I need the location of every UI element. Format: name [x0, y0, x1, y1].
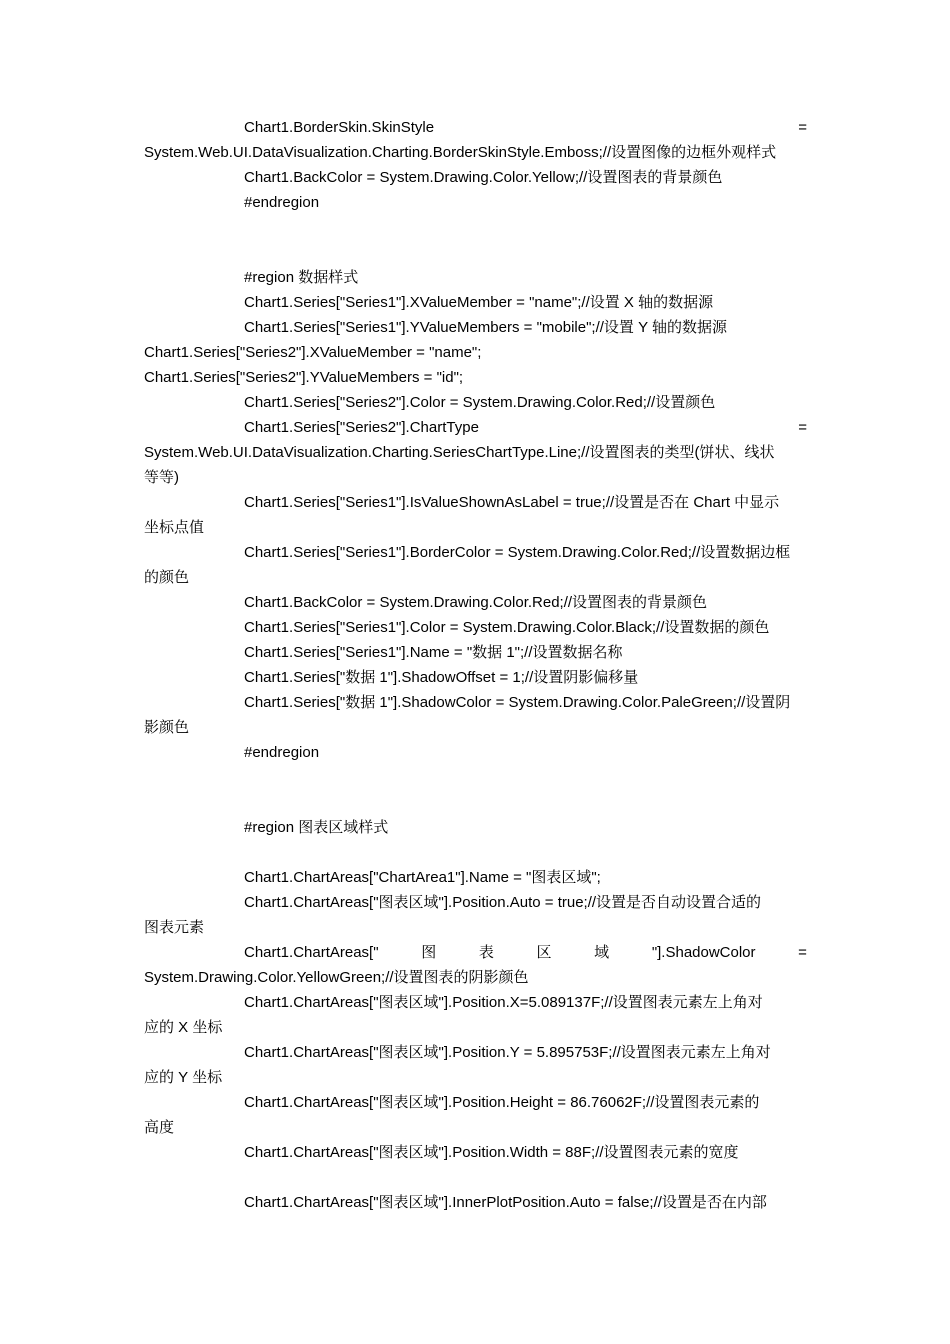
code-line: 影颜色	[144, 719, 190, 736]
code-line: 坐标点值	[144, 519, 205, 536]
code-line: Chart1.Series["Series1"].IsValueShownAsLabel = true;//设置是否在 Chart 中显示	[244, 494, 780, 511]
code-line: 图表元素	[144, 919, 205, 936]
code-line: 应的 Y 坐标	[144, 1069, 223, 1086]
code-line: 等等)	[144, 469, 179, 486]
code-line: System.Drawing.Color.YellowGreen;//设置图表的阴影颜色	[144, 969, 529, 986]
code-line: Chart1.ChartAreas["图表区域"].Position.Height = 86.76062F;//设置图表元素的	[244, 1094, 760, 1111]
code-line: Chart1.Series["Series2"].Color = System.Drawing.Color.Red;//设置颜色	[244, 394, 716, 411]
code-line: 的颜色	[144, 569, 190, 586]
code-line: Chart1.Series["Series2"].XValueMember = "name";	[144, 344, 482, 361]
code-line: Chart1.ChartAreas["图表区域"].Position.Auto = true;//设置是否自动设置合适的	[244, 894, 762, 911]
region-end: #endregion	[244, 194, 320, 211]
code-line: Chart1.ChartAreas["ChartArea1"].Name = "图表区域";	[244, 869, 601, 886]
code-line: Chart1.Series["Series2"].ChartType =	[244, 419, 807, 436]
code-line: Chart1.Series["数据 1"].ShadowColor = System.Drawing.Color.PaleGreen;//设置阴	[244, 694, 791, 711]
code-line: 高度	[144, 1119, 175, 1136]
code-line: Chart1.BackColor = System.Drawing.Color.Yellow;//设置图表的背景颜色	[244, 169, 723, 186]
code-line: Chart1.ChartAreas[" 图 表 区 域 "].ShadowColor =	[244, 944, 807, 961]
region-end: #endregion	[244, 744, 320, 761]
code-line: Chart1.BackColor = System.Drawing.Color.Red;//设置图表的背景颜色	[244, 594, 708, 611]
code-line: Chart1.ChartAreas["图表区域"].Position.Y = 5.895753F;//设置图表元素左上角对	[244, 1044, 771, 1061]
code-line: Chart1.Series["Series2"].YValueMembers = "id";	[144, 369, 464, 386]
code-line: Chart1.ChartAreas["图表区域"].InnerPlotPosition.Auto = false;//设置是否在内部	[244, 1194, 767, 1211]
code-line: Chart1.ChartAreas["图表区域"].Position.X=5.089137F;//设置图表元素左上角对	[244, 994, 763, 1011]
code-line: System.Web.UI.DataVisualization.Charting.BorderSkinStyle.Emboss;//设置图像的边框外观样式	[144, 144, 777, 161]
code-line: System.Web.UI.DataVisualization.Charting.SeriesChartType.Line;//设置图表的类型(饼状、线状	[144, 444, 775, 461]
code-line: Chart1.Series["Series1"].BorderColor = System.Drawing.Color.Red;//设置数据边框	[244, 544, 791, 561]
code-line: Chart1.Series["Series1"].XValueMember = "name";//设置 X 轴的数据源	[244, 294, 714, 311]
region-start: #region 图表区域样式	[244, 819, 389, 836]
code-line: Chart1.BorderSkin.SkinStyle =	[244, 119, 807, 136]
code-line: Chart1.ChartAreas["图表区域"].Position.Width = 88F;//设置图表元素的宽度	[244, 1144, 739, 1161]
code-line: Chart1.Series["数据 1"].ShadowOffset = 1;//设置阴影偏移量	[244, 669, 639, 686]
code-line: Chart1.Series["Series1"].Name = "数据 1";//设置数据名称	[244, 644, 623, 661]
code-line: Chart1.Series["Series1"].YValueMembers = "mobile";//设置 Y 轴的数据源	[244, 319, 727, 336]
code-line: Chart1.Series["Series1"].Color = System.Drawing.Color.Black;//设置数据的颜色	[244, 619, 770, 636]
code-line: 应的 X 坐标	[144, 1019, 223, 1036]
region-start: #region 数据样式	[244, 269, 359, 286]
